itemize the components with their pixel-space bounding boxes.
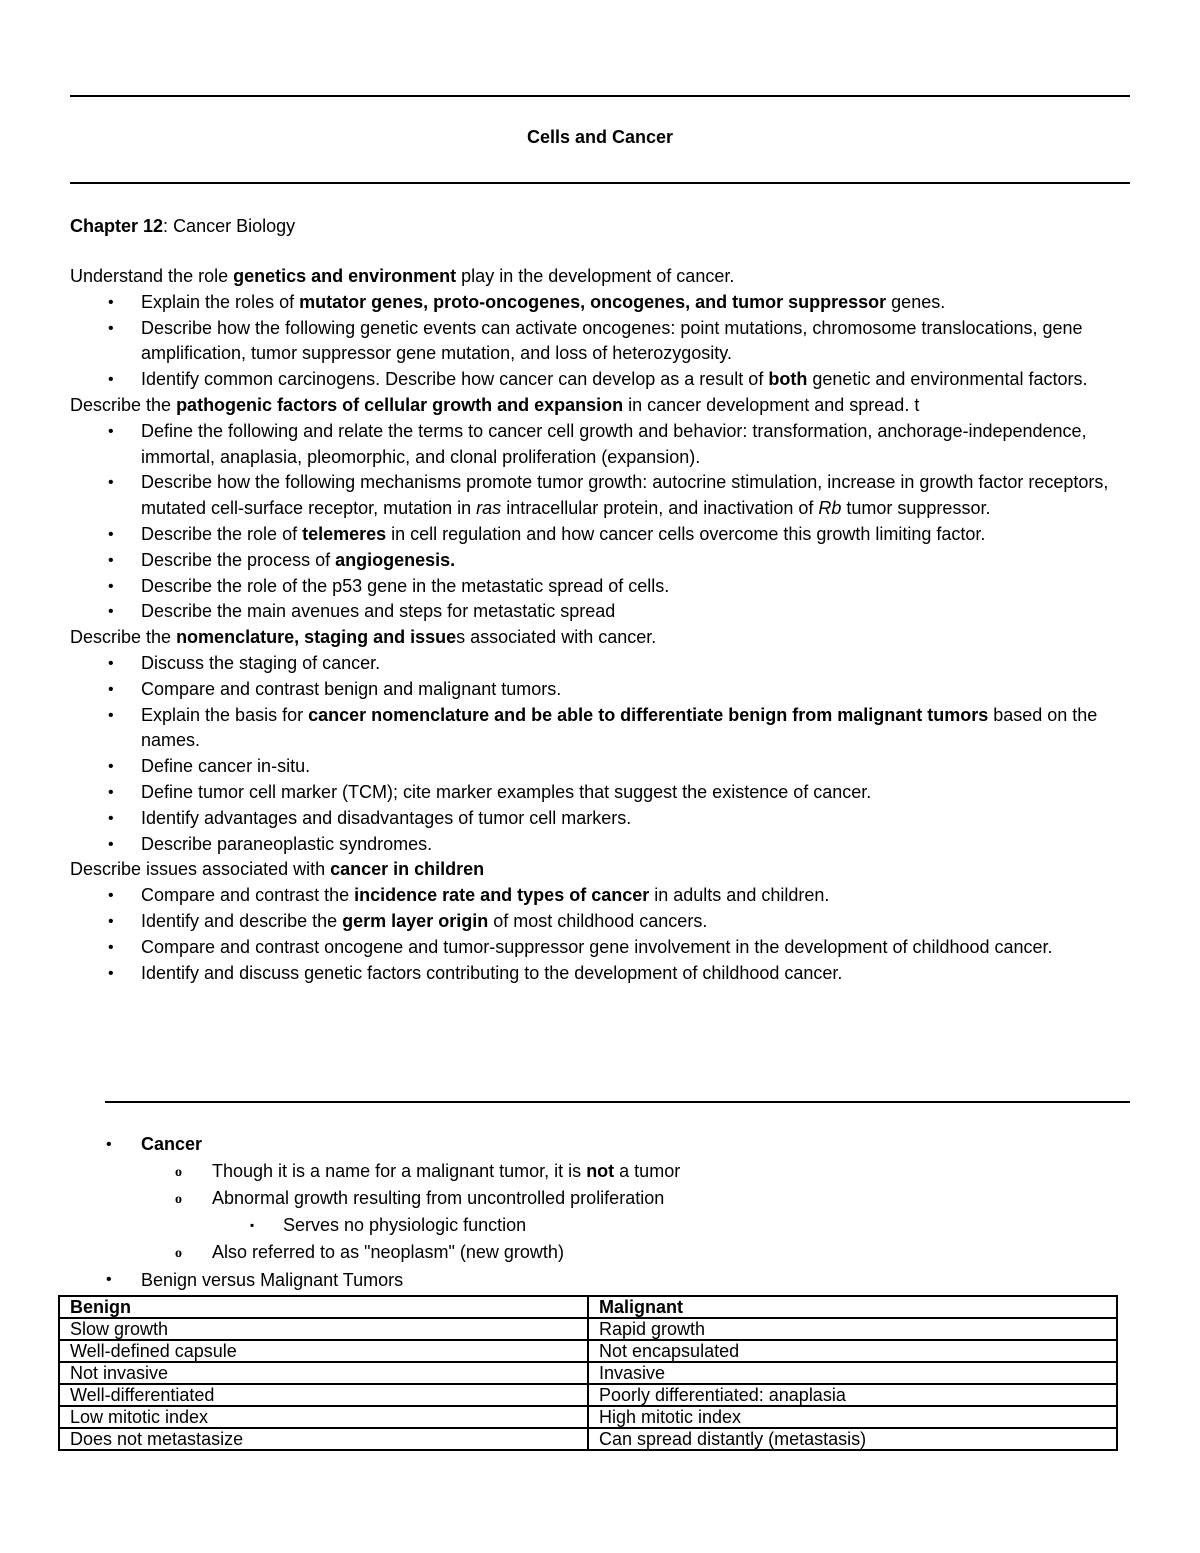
bullet-icon: • — [108, 783, 114, 801]
bullet-icon: • — [108, 758, 114, 776]
bullet-icon: • — [108, 938, 114, 956]
text-run: Understand the role — [70, 266, 234, 286]
emphasis-text: pathogenic factors of cellular growth and expansion — [176, 394, 624, 415]
objective-item — [70, 290, 1132, 316]
objective-item — [70, 367, 1132, 393]
table-row — [59, 1406, 1117, 1428]
text-run: Describe the — [70, 627, 177, 648]
emphasis-text: incidence rate and types of cancer — [354, 885, 650, 906]
text-run: of most childhood cancers. — [488, 910, 708, 931]
objective-item — [70, 522, 1132, 548]
objective-section-heading — [70, 393, 1132, 419]
table-cell: Well-defined capsule — [59, 1340, 588, 1362]
bullet-icon: • — [108, 706, 114, 724]
objective-item — [70, 961, 1132, 987]
notes-sub-item-text: Also referred to as "neoplasm" (new growth) — [212, 1242, 564, 1262]
objective-item — [70, 780, 1132, 806]
bullet-icon: • — [108, 912, 114, 930]
text-run: play in the development of cancer. — [456, 266, 735, 286]
emphasis-text: genetics and environment — [233, 266, 457, 286]
page-title: Cells and Cancer — [526, 127, 674, 147]
table-header-cell: Benign — [59, 1296, 588, 1318]
objective-list — [70, 651, 1132, 857]
cancer-heading: Cancer — [141, 1134, 203, 1154]
text-run: Describe the main avenues and steps for metastatic spread — [141, 601, 616, 622]
table-cell: Rapid growth — [588, 1318, 1117, 1340]
text-run: Describe the — [70, 394, 177, 415]
table-header-cell: Malignant — [588, 1296, 1117, 1318]
text-run: based on the names. — [141, 704, 1098, 751]
table-row — [59, 1428, 1117, 1450]
text-run: Describe paraneoplastic syndromes. — [141, 833, 433, 854]
objective-section-heading — [70, 625, 1132, 651]
objective-list — [70, 419, 1132, 625]
objectives-outline — [70, 264, 1132, 986]
bullet-icon: • — [108, 654, 114, 672]
text-run: Identify common carcinogens. Describe how cancer can develop as a result of — [141, 369, 769, 390]
text-run: a tumor — [614, 1161, 681, 1181]
table-header-row — [59, 1296, 1117, 1318]
objective-item — [70, 677, 1132, 703]
text-run: Describe the process of — [141, 549, 336, 570]
objective-section-heading — [70, 264, 1132, 290]
text-run: Define cancer in-situ. — [141, 756, 311, 777]
emphasis-text: nomenclature, staging and issue — [176, 627, 457, 648]
table-cell: Not encapsulated — [588, 1340, 1117, 1362]
objective-item — [70, 883, 1132, 909]
emphasis-text: both — [768, 369, 808, 390]
bullet-icon: • — [108, 964, 114, 982]
table-row — [59, 1318, 1117, 1340]
bullet-icon: • — [106, 1136, 112, 1153]
objective-item — [70, 599, 1132, 625]
benign-vs-malignant-label: Benign versus Malignant Tumors — [141, 1270, 404, 1290]
table-cell: Well-differentiated — [59, 1384, 588, 1406]
bullet-icon: • — [108, 525, 114, 543]
emphasis-text: angiogenesis. — [335, 549, 456, 570]
objective-item — [70, 754, 1132, 780]
objective-list — [70, 290, 1132, 393]
text-run: Explain the basis for — [141, 704, 309, 725]
notes-sub-item — [70, 1158, 1132, 1185]
notes-sub-sub-item — [70, 1212, 1132, 1239]
table-row — [59, 1362, 1117, 1384]
notes-divider-rule — [105, 1101, 1130, 1103]
bullet-icon: • — [108, 293, 114, 311]
objective-item — [70, 470, 1132, 522]
objective-item — [70, 651, 1132, 677]
chapter-heading — [70, 213, 295, 239]
notes-sub-item — [70, 1239, 1132, 1266]
title-bottom-rule — [70, 182, 1130, 184]
objective-item — [70, 806, 1132, 832]
objective-item — [70, 832, 1132, 858]
text-run: Describe issues associated with — [70, 859, 331, 880]
text-run: s associated with cancer. — [456, 627, 657, 648]
text-run: Compare and contrast oncogene and tumor-suppressor gene involvement in the development of childhood cancer. — [141, 936, 1053, 957]
chapter-separator: : — [163, 216, 174, 236]
text-run: genes. — [886, 291, 946, 312]
emphasis-text: not — [586, 1161, 615, 1181]
text-run: intracellular protein, and inactivation of — [501, 498, 819, 519]
objective-item — [70, 935, 1132, 961]
notes-sub-item-text: Abnormal growth resulting from uncontrolled proliferation — [212, 1188, 665, 1208]
table-cell: High mitotic index — [588, 1406, 1117, 1428]
bullet-icon: • — [108, 474, 114, 492]
italic-text: ras — [476, 498, 502, 519]
circle-bullet-icon: o — [175, 1246, 182, 1261]
objective-item — [70, 574, 1132, 600]
text-run: in adults and children. — [649, 885, 830, 906]
text-run: Define tumor cell marker (TCM); cite marker examples that suggest the existence of cancer. — [141, 781, 872, 802]
table-row — [59, 1340, 1117, 1362]
text-run: Compare and contrast the — [141, 885, 355, 906]
table-cell: Can spread distantly (metastasis) — [588, 1428, 1117, 1450]
chapter-name: Cancer Biology — [173, 216, 296, 236]
bullet-icon: • — [108, 603, 114, 621]
italic-text: Rb — [818, 498, 842, 519]
table-cell: Poorly differentiated: anaplasia — [588, 1384, 1117, 1406]
text-run: in cell regulation and how cancer cells overcome this growth limiting factor. — [386, 523, 986, 544]
notes-sub-sub-item-text: Serves no physiologic function — [283, 1215, 527, 1235]
objective-item — [70, 316, 1132, 368]
text-run: Describe the role of the p53 gene in the metastatic spread of cells. — [141, 575, 670, 596]
text-run: Identify and describe the — [141, 910, 343, 931]
objective-section-heading — [70, 857, 1132, 883]
objective-list — [70, 883, 1132, 986]
text-run: Describe the role of — [141, 523, 303, 544]
table-cell: Not invasive — [59, 1362, 588, 1384]
objective-item — [70, 703, 1132, 755]
emphasis-text: cancer nomenclature and be able to differentiate benign from malignant tumors — [308, 704, 989, 725]
emphasis-text: germ layer origin — [342, 910, 489, 931]
text-run: Though it is a name for a malignant tumor, it is — [212, 1161, 587, 1181]
objective-item — [70, 419, 1132, 471]
square-bullet-icon: ▪ — [250, 1218, 255, 1232]
text-run: in cancer development and spread. t — [623, 394, 920, 415]
text-run: tumor suppressor. — [841, 498, 991, 519]
objective-item — [70, 909, 1132, 935]
emphasis-text: mutator genes, proto-oncogenes, oncogenes, and tumor suppressor — [299, 291, 887, 312]
circle-bullet-icon: o — [175, 1165, 182, 1180]
benign-vs-malignant-table — [58, 1295, 1118, 1451]
table-row — [59, 1384, 1117, 1406]
notes-bullet-cancer — [70, 1131, 1132, 1158]
lecture-notes — [70, 1131, 1132, 1294]
bullet-icon: • — [106, 1271, 112, 1288]
notes-sub-item — [70, 1185, 1132, 1212]
bullet-icon: • — [108, 887, 114, 905]
text-run: Identify and discuss genetic factors contributing to the development of childhood cancer. — [141, 962, 843, 983]
objective-item — [70, 548, 1132, 574]
text-run: Discuss the staging of cancer. — [141, 652, 381, 673]
text-run: Describe how the following mechanisms promote tumor growth: autocrine stimulation, increase in growth factor receptors, mutated cell-surface receptor, mutation in — [141, 472, 1109, 519]
bullet-icon: • — [108, 577, 114, 595]
bullet-icon: • — [108, 835, 114, 853]
bullet-icon: • — [108, 680, 114, 698]
emphasis-text: cancer in children — [330, 859, 485, 880]
emphasis-text: telemeres — [302, 523, 387, 544]
text-run: genetic and environmental factors. — [807, 369, 1088, 390]
bullet-icon: • — [108, 551, 114, 569]
chapter-label: Chapter 12 — [70, 216, 164, 236]
table-cell: Invasive — [588, 1362, 1117, 1384]
text-run: Compare and contrast benign and malignant tumors. — [141, 678, 562, 699]
notes-sub-item-text — [212, 1161, 680, 1181]
text-run: Describe how the following genetic events can activate oncogenes: point mutations, chromosome translocations, gene amplification, tumor suppressor gene mutation, and loss of heterozygosity. — [141, 317, 1083, 364]
top-rule — [70, 95, 1130, 97]
table-cell: Does not metastasize — [59, 1428, 588, 1450]
bullet-icon: • — [108, 371, 114, 389]
circle-bullet-icon: o — [175, 1192, 182, 1207]
notes-bullet-benign-vs-malignant — [70, 1266, 1132, 1294]
bullet-icon: • — [108, 809, 114, 827]
text-run: Define the following and relate the terms to cancer cell growth and behavior: transformation, anchorage-independence, immortal, anaplasia, pleomorphic, and clonal proliferation (expansion). — [141, 420, 1087, 467]
bullet-icon: • — [108, 422, 114, 440]
text-run: Explain the roles of — [141, 291, 300, 312]
text-run: Identify advantages and disadvantages of tumor cell markers. — [141, 807, 632, 828]
table-cell: Slow growth — [59, 1318, 588, 1340]
table-cell: Low mitotic index — [59, 1406, 588, 1428]
bullet-icon: • — [108, 319, 114, 337]
